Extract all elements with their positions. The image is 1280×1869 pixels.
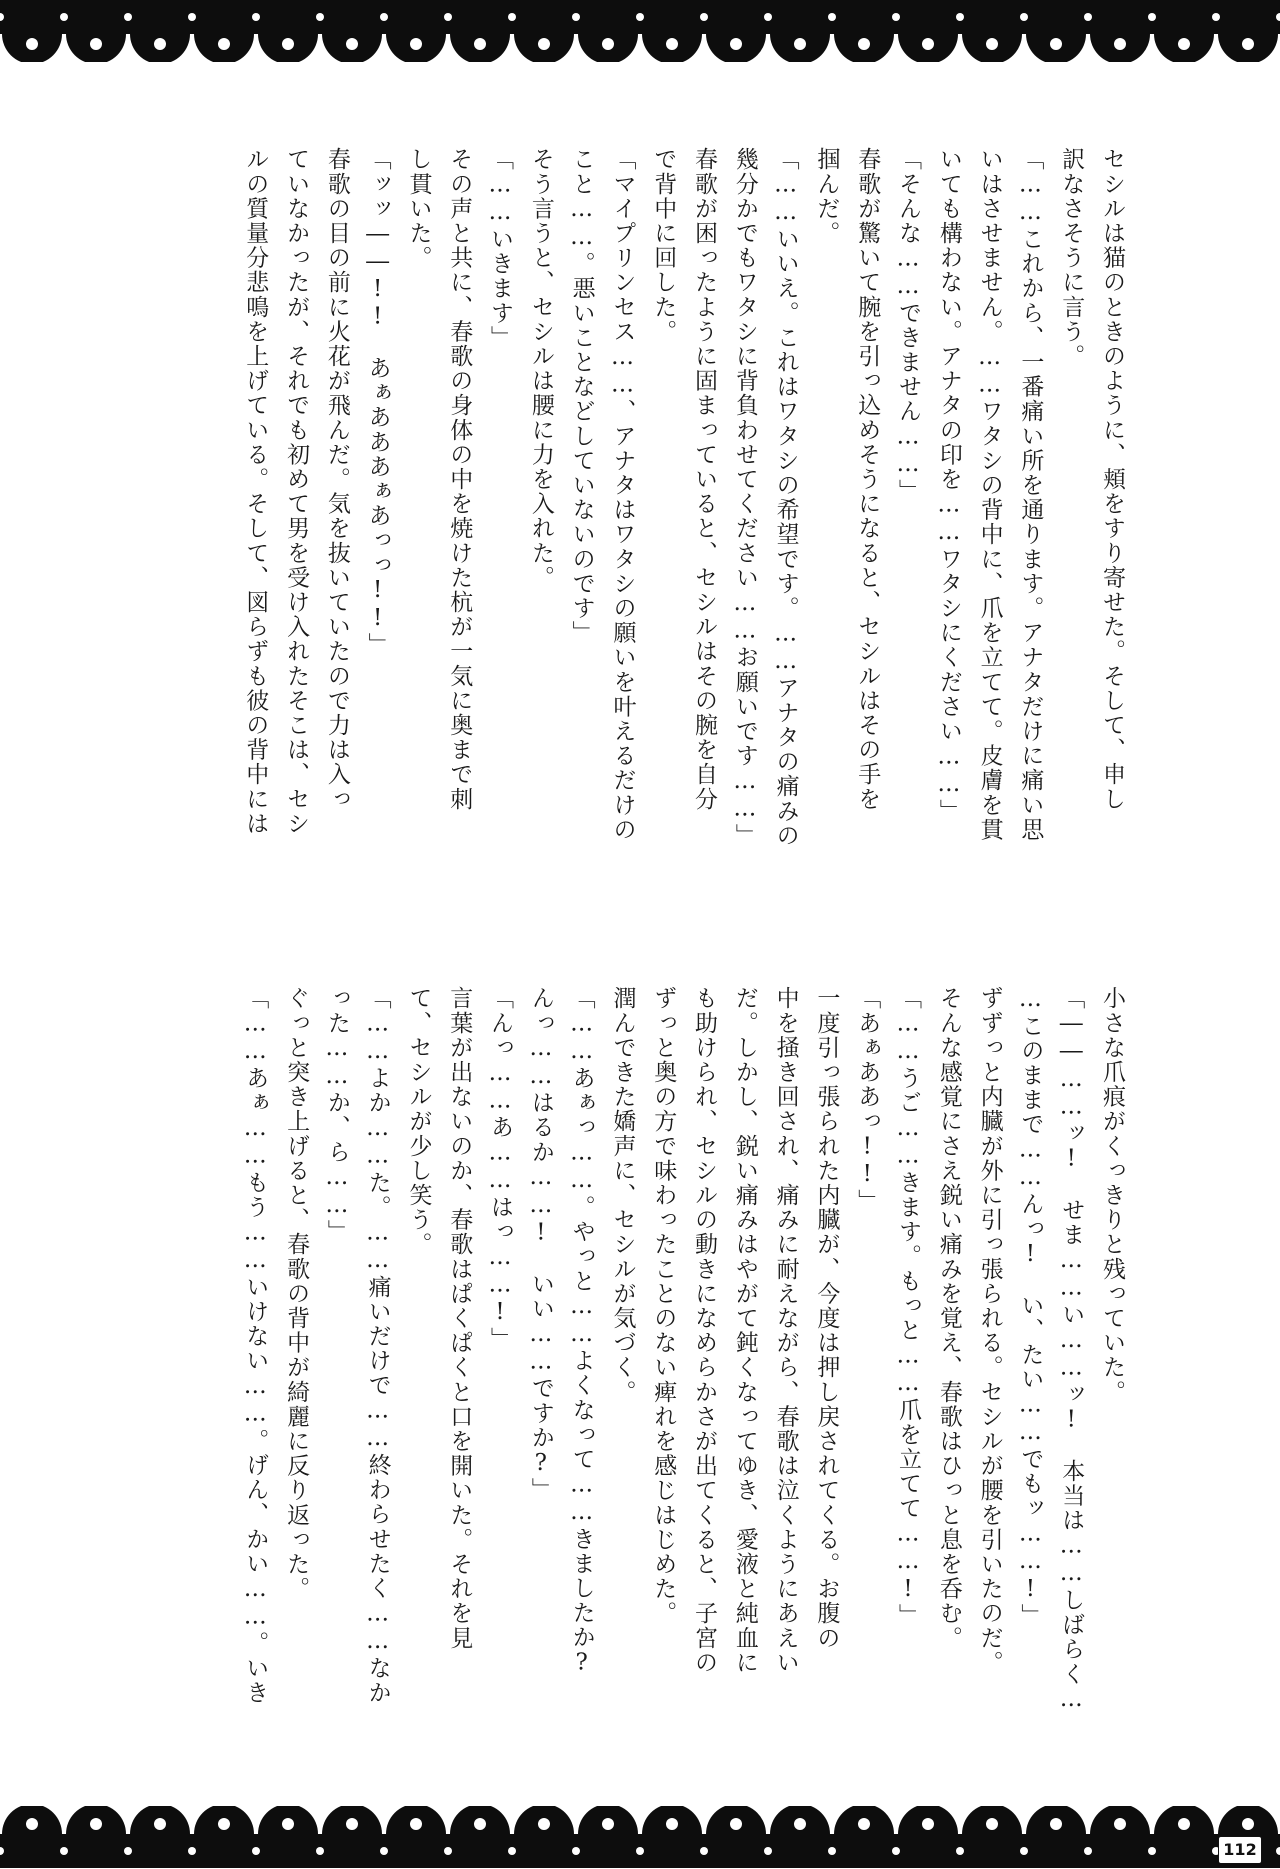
text-line: ずずっと内臓が外に引っ張られる。セシルが腰を引いたのだ。 [976,986,1003,1675]
lace-dot [636,13,644,21]
text-line: 「……あぁっ……。やっと……よくなって……きましたか? [568,986,595,1678]
lace-hole [666,1818,678,1830]
text-line: だ。しかし、鋭い痛みはやがて鈍くなってゆき、愛液と純血に [731,986,758,1675]
lace-dot [1148,1847,1156,1855]
lace-hole [282,1818,294,1830]
text-line: 「……よか……た。……痛いだけで……終わらせたく……なか [364,986,391,1705]
lace-dot [764,1847,772,1855]
upper-text-block [234,147,1132,907]
lace-dot [636,1847,644,1855]
lace-hole [410,38,422,50]
text-line: も助けられ、セシルの動きになめらかさが出てくると、子宮の [691,986,718,1675]
lace-hole [1178,38,1190,50]
text-line: ていなかったが、それでも初めて男を受け入れたそこは、セシ [283,147,310,836]
lace-hole [218,1818,230,1830]
lace-dot [508,13,516,21]
lace-hole [1050,38,1062,50]
lace-dot [572,13,580,21]
lower-text-block [234,986,1132,1726]
lace-hole [1050,1818,1062,1830]
lace-dot [124,13,132,21]
lace-hole [666,38,678,50]
lace-dot [380,13,388,21]
lace-hole [26,38,38,50]
lace-hole [1242,38,1254,50]
lace-hole [922,38,934,50]
lace-hole [730,1818,742,1830]
lace-dot [60,1847,68,1855]
lace-dot [188,1847,196,1855]
lace-dot [444,1847,452,1855]
lace-dot [1020,1847,1028,1855]
text-line: 「……あぁ……もう……いけない……。げん、かい……。いき [242,986,269,1705]
lace-dot [252,13,260,21]
lace-dot [316,13,324,21]
text-line: 「……うご……きます。もっと……爪を立てて……!」 [895,986,922,1628]
text-line: ルの質量分悲鳴を上げている。そして、図らずも彼の背中には [242,147,269,836]
text-line: セシルは猫のときのように、頬をすり寄せた。そして、申し [1099,147,1125,812]
lace-hole [474,1818,486,1830]
text-line: 一度引っ張られた内臓が、今度は押し戻されてくる。お腹の [813,986,840,1651]
text-line: いはさせません。……ワタシの背中に、爪を立てて。皮膚を貫 [976,147,1003,842]
lace-hole [26,1818,38,1830]
text-line: いても構わない。アナタの印を……ワタシにください……」 [935,147,962,824]
text-line: 「あぁああっ!!」 [854,986,881,1214]
text-line: 「マイプリンセス……、アナタはワタシの願いを叶えるだけの [609,147,636,842]
lace-dot [764,13,772,21]
lace-hole [154,1818,166,1830]
lace-hole [1114,38,1126,50]
text-line: 小さな爪痕がくっきりと残っていた。 [1099,986,1125,1405]
text-line: 掴んだ。 [813,147,840,246]
lace-border-bottom [0,1806,1280,1868]
lace-hole [1114,1818,1126,1830]
lace-dot [1084,13,1092,21]
lace-dot [700,13,708,21]
lace-dot [892,13,900,21]
lace-hole [922,1818,934,1830]
lace-hole [794,38,806,50]
lace-hole [986,38,998,50]
text-line: 「――……ッ! せま……い……ッ! 本当は……しばらく… [1058,986,1085,1714]
text-line: そう言うと、セシルは腰に力を入れた。 [527,147,554,590]
lace-hole [986,1818,998,1830]
page-number: 112 [1218,1836,1262,1864]
lace-dot [188,13,196,21]
text-line: 幾分かでもワタシに背負わせてください……お願いです……」 [731,147,758,848]
text-line: 「……これから、一番痛い所を通ります。アナタだけに痛い思 [1017,147,1044,842]
lace-dot [1084,1847,1092,1855]
text-line: 春歌が困ったように固まっていると、セシルはその腕を自分 [691,147,718,812]
text-line: し貫いた。 [405,147,432,270]
lace-hole [346,1818,358,1830]
lace-hole [90,38,102,50]
lace-dot [956,13,964,21]
text-line: 「……いきます」 [487,147,514,350]
lace-hole [1242,1818,1254,1830]
lace-hole [794,1818,806,1830]
lace-hole [154,38,166,50]
text-line: …このままで……んっ! い、たい……でもッ……!」 [1017,986,1044,1628]
lace-dot [444,13,452,21]
text-line: った……か、ら……」 [323,986,350,1244]
lace-dot [956,1847,964,1855]
lace-dot [252,1847,260,1855]
text-line: 「ッッ――!! あぁあああぁあっっ!!」 [364,147,391,657]
text-line: 「……いいえ。これはワタシの希望です。……アナタの痛みの [772,147,799,848]
lace-hole [538,38,550,50]
lace-dot [1020,13,1028,21]
lace-hole [538,1818,550,1830]
lace-hole [1178,1818,1190,1830]
lace-hole [730,38,742,50]
lace-dot [1212,13,1220,21]
lace-dot [380,1847,388,1855]
lace-dot [828,1847,836,1855]
lace-hole [858,38,870,50]
text-line: 春歌が驚いて腕を引っ込めそうになると、セシルはその手を [854,147,881,812]
lace-border-top [0,0,1280,62]
lace-hole [410,1818,422,1830]
text-line: 言葉が出ないのか、春歌はぱくぱくと口を開いた。それを見 [446,986,473,1651]
text-line: その声と共に、春歌の身体の中を焼けた杭が一気に奥まで刺 [446,147,473,812]
lace-hole [90,1818,102,1830]
text-line: 訳なさそうに言う。 [1058,147,1085,369]
lace-hole [282,38,294,50]
lace-dot [700,1847,708,1855]
text-line: て、セシルが少し笑う。 [405,986,432,1257]
text-line: こと……。悪いことなどしていないのです」 [568,147,595,645]
lace-hole [346,38,358,50]
lace-dot [60,13,68,21]
lace-dot [316,1847,324,1855]
text-line: んっ……はるか……! いい……ですか?」 [527,986,554,1502]
lace-hole [858,1818,870,1830]
lace-dot [124,1847,132,1855]
lace-dot [828,13,836,21]
lace-dot [572,1847,580,1855]
lace-dot [1148,13,1156,21]
text-line: ずっと奥の方で味わったことのない痺れを感じはじめた。 [650,986,677,1626]
lace-hole [218,38,230,50]
lace-dot [508,1847,516,1855]
lace-hole [602,1818,614,1830]
text-line: 春歌の目の前に火花が飛んだ。気を抜いていたので力は入っ [323,147,350,812]
lace-hole [602,38,614,50]
text-line: ぐっと突き上げると、春歌の背中が綺麗に反り返った。 [283,986,310,1601]
text-line: で背中に回した。 [650,147,677,344]
lace-hole [474,38,486,50]
lace-dot [892,1847,900,1855]
text-line: 潤んできた嬌声に、セシルが気づく。 [609,986,636,1405]
text-line: そんな感覚にさえ鋭い痛みを覚え、春歌はひっと息を呑む。 [935,986,962,1651]
text-line: 「そんな……できません……」 [895,147,922,504]
text-line: 中を掻き回され、痛みに耐えながら、春歌は泣くようにあえい [772,986,799,1675]
text-line: 「んっ……あ……はっ……!」 [487,986,514,1352]
